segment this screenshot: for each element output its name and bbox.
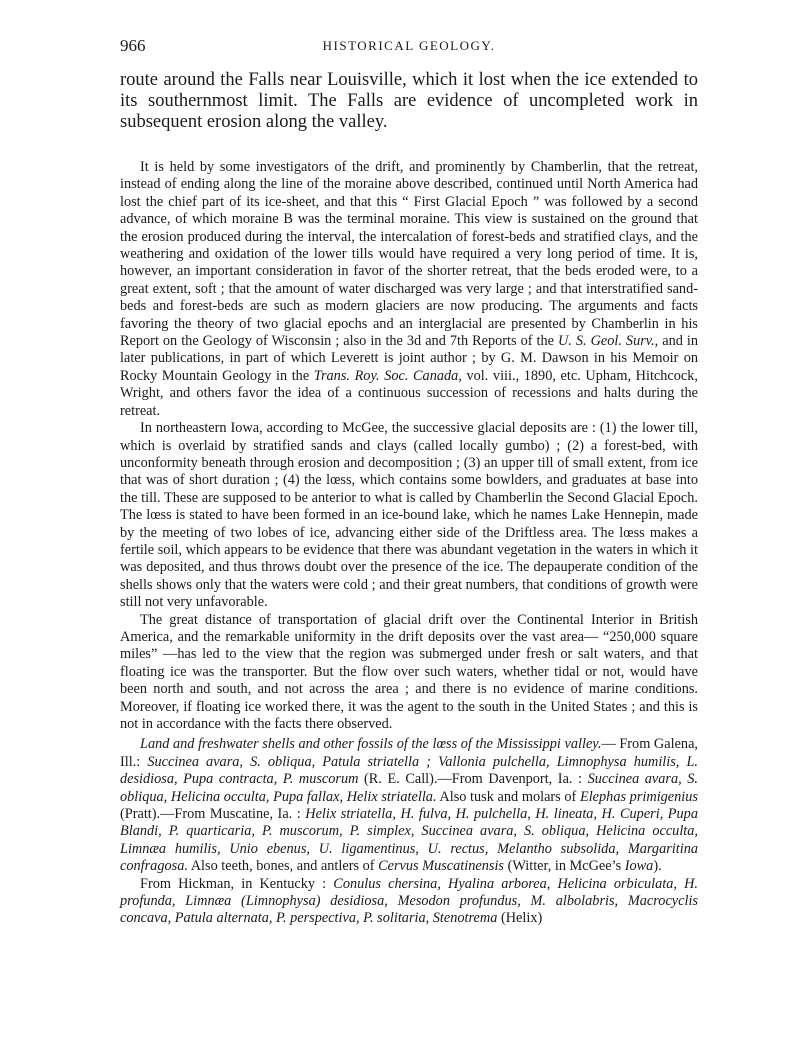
paragraph-fossil-list xyxy=(120,736,698,875)
text-run: , and in later publications, in part of which Leverett is joint author ; by G. M. Dawson in his Memoir on Rocky Mountain Geology in the xyxy=(120,333,698,384)
italic-text: Helix striatella, H. fulva, H. pulchella, H. lineata, H. Cuperi, Pupa Blandi, P. quarticaria, P. muscorum, P. simplex, Succinea avara, S. obliqua, Helicina occulta, Limnæa humilis, Unio ebenus, U. ligamentinus, U. rectus, Melantho subsolida, Margaritina confragosa. xyxy=(120,806,698,875)
text-run: — From Galena, Ill.: xyxy=(120,736,698,770)
italic-text: Succinea avara, S. obliqua, Patula striatella ; Vallonia pulchella, Limnophysa humilis, L. desidiosa, Pupa contracta, P. muscorum xyxy=(120,753,698,788)
running-title: HISTORICAL GEOLOGY. xyxy=(322,38,496,53)
paragraph-glacial-epochs xyxy=(120,159,698,420)
body-text xyxy=(120,159,698,928)
continuation-paragraph: route around the Falls near Louisville, which it lost when the ice extended to its southernmost limit. The Falls are evidence of uncompleted work in subsequent erosion along the valley. xyxy=(120,70,698,132)
paragraph-iowa-deposits xyxy=(120,420,698,611)
italic-text: Elephas primigenius xyxy=(579,788,698,805)
text-run: (Helix) xyxy=(497,910,543,927)
italic-text: Land and freshwater shells and other fossils of the lœss of the Mississippi valley. xyxy=(140,736,602,753)
text-run: ). xyxy=(653,858,662,875)
italic-text: Cervus Muscatinensis xyxy=(378,858,504,875)
text-run: (Witter, in McGee’s xyxy=(504,858,625,875)
page-number: 966 xyxy=(120,36,146,55)
text-run: (R. E. Call).—From Davenport, Ia. : xyxy=(358,771,588,788)
text-run: In northeastern Iowa, according to McGee, the successive glacial deposits are : (1) the lower till, which is overlaid by stratified sands and clays (called locally gumbo) ; (2) a forest-bed, with unconformity beneath through erosion and decomposition ; (3) an upper till of small extent, from ice that was of short duration ; (4) the lœss, which contains some bowlders, and graduates at base into the till. These are supposed to be anterior to what is called by Chamberlin the Second Glacial Epoch. The lœss is stated to have been formed in an ice-bound lake, which he names Lake Hennepin, made by the meeting of two lobes of ice, advancing either side of the Driftless area. The lœss makes a fertile soil, which appears to be evidence that there was abundant vegetation in the waters in which it was deposited, and thus throws doubt over the presence of the ice. The depauperate condition of the shells shows only that the waters were cold ; and their great numbers, that conditions of growth were still not very unfavorable. xyxy=(120,420,698,611)
running-head xyxy=(120,36,698,58)
italic-text: Iowa xyxy=(624,858,654,875)
text-run: The great distance of transportation of glacial drift over the Continental Interior in British America, and the remarkable uniformity in the drift deposits over the vast area— “250,000 square miles” —has led to the view that the region was submerged under fresh or salt waters, and that floating ice was the transporter. But the flow over such waters, whether tidal or not, would have been north and south, and not across the area ; and there is no evidence of marine conditions. Moreover, if floating ice worked there, it was the agent to the south in the United States ; and this is not in accordance with the facts there observed. xyxy=(120,611,698,732)
text-run: It is held by some investigators of the drift, and prominently by Chamberlin, that the retreat, instead of ending along the line of the moraine above described, continued until North America had lost the chief part of its ice-sheet, and that this “ First Glacial Epoch ” was followed by a second advance, of which moraine B was the terminal moraine. This view is sustained on the ground that the erosion produced during the interval, the intercalation of forest-beds and stratified clays, and the weathering and oxidation of the lower tills would have required a very long period of time. It is, however, an important consideration in favor of the shorter retreat, that the beds eroded were, to a great extent, soft ; that the amount of water discharged was very large ; and that interstratified sand-beds and forest-beds are such as modern glaciers are now producing. The arguments and facts favoring the theory of two glacial epochs and an interglacial are presented by Chamberlin in his Report on the Geology of Wisconsin ; also in the 3d and 7th Reports of the xyxy=(120,159,698,350)
paragraph-hickman-fossils xyxy=(120,876,698,928)
italic-text: Trans. Roy. Soc. Canada xyxy=(313,367,459,384)
text-run: From Hickman, in Kentucky : xyxy=(140,875,334,892)
italic-text: Conulus chersina, Hyalina arborea, Helicina orbiculata, H. profunda, Limnæa (Limnophysa) desidiosa, Mesodon profundus, M. albolabris, Macrocyclis concava, Patula alternata, P. perspectiva, P. solitaria, Stenotrema xyxy=(120,875,698,927)
text-run: , vol. viii., 1890, etc. Upham, Hitchcock, Wright, and others favor the idea of a continuous succession of recessions and halts during the retreat. xyxy=(120,367,698,419)
text-run: Also tusk and molars of xyxy=(436,788,580,805)
italic-text: U. S. Geol. Surv. xyxy=(557,333,655,350)
text-run: (Pratt).—From Muscatine, Ia. : xyxy=(120,806,306,823)
text-run: Also teeth, bones, and antlers of xyxy=(187,858,379,875)
paragraph-transport-theory xyxy=(120,612,698,734)
italic-text: Succinea avara, S. obliqua, Helicina occulta, Pupa fallax, Helix striatella. xyxy=(120,771,698,805)
